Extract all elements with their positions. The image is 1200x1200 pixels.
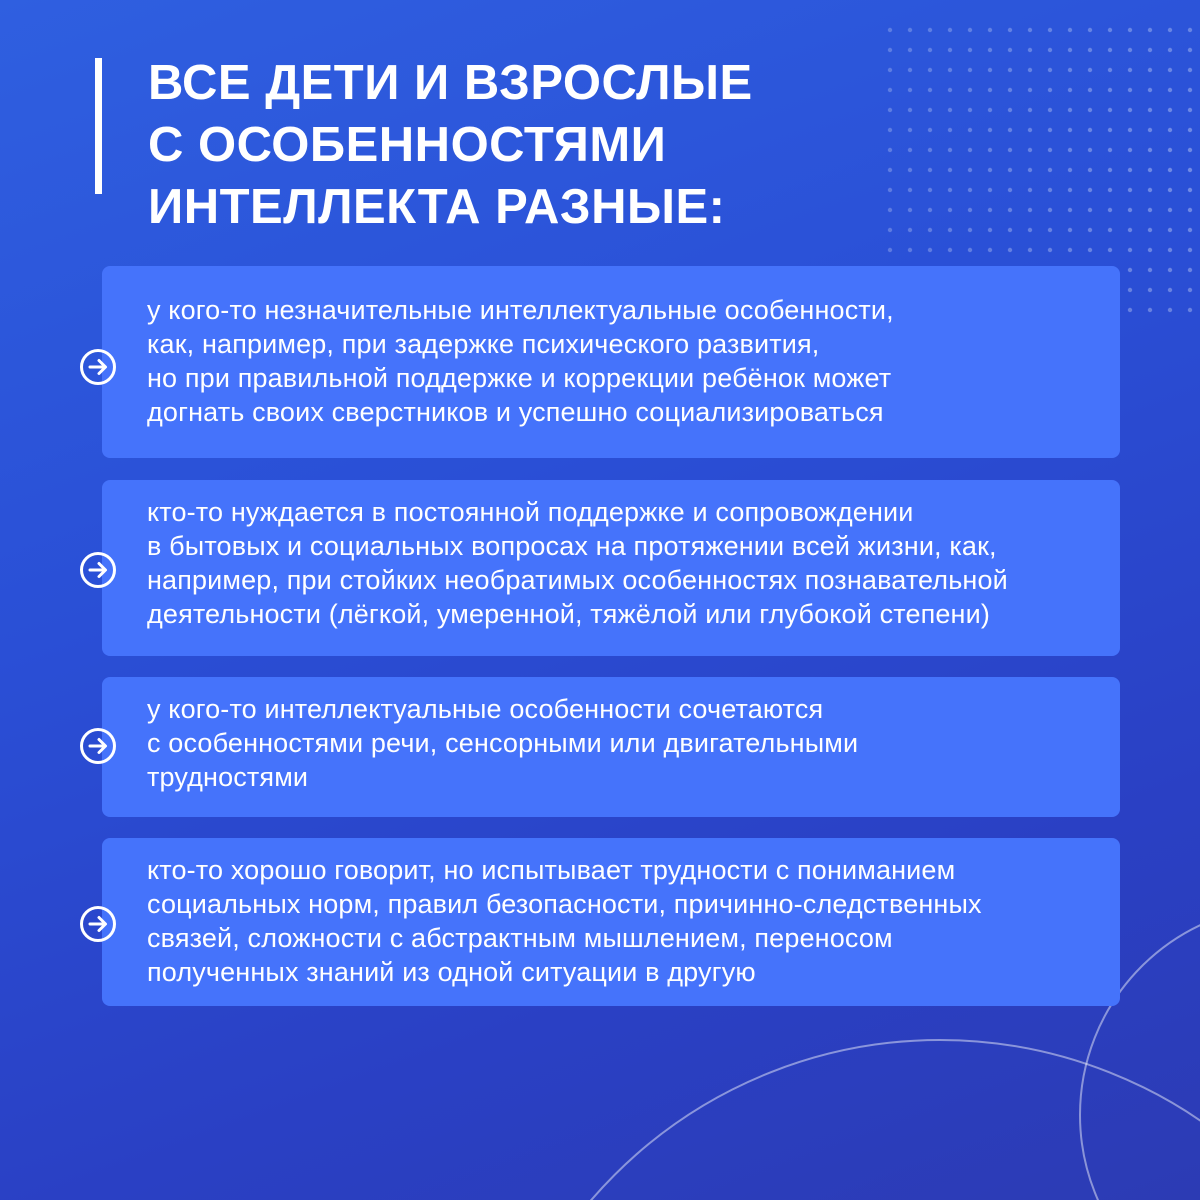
card-line: деятельности (лёгкой, умеренной, тяжёлой или глубокой степени) [147,599,990,629]
page-title [148,52,908,238]
decor-ring-large [480,1040,1200,1200]
card-line: связей, сложности с абстрактным мышлением, переносом [147,923,893,953]
card-line: в бытовых и социальных вопросах на протяжении всей жизни, как, [147,531,997,561]
arrow-right-circle-icon [79,348,117,386]
info-card-4 [102,838,1120,1006]
arrow-right-circle-icon [79,551,117,589]
card-line: кто-то нуждается в постоянной поддержке и сопровождении [147,497,914,527]
card-text [147,692,1120,794]
card-line: но при правильной поддержке и коррекции ребёнок может [147,363,892,393]
card-line: как, например, при задержке психического развития, [147,329,820,359]
card-line: с особенностями речи, сенсорными или двигательными [147,728,859,758]
info-card-2 [102,480,1120,656]
card-line: социальных норм, правил безопасности, причинно-следственных [147,889,982,919]
arrow-right-circle-icon [79,727,117,765]
arrow-right-circle-icon [79,905,117,943]
card-line: трудностями [147,762,309,792]
card-line: полученных знаний из одной ситуации в другую [147,957,756,987]
card-line: у кого-то интеллектуальные особенности сочетаются [147,694,824,724]
card-line: у кого-то незначительные интеллектуальные особенности, [147,295,894,325]
card-text [147,853,1120,989]
card-text [147,293,1120,429]
card-text [147,495,1120,631]
title-accent-bar [95,58,102,194]
card-line: кто-то хорошо говорит, но испытывает трудности с пониманием [147,855,956,885]
info-card-1 [102,266,1120,458]
title-line: ВСЕ ДЕТИ И ВЗРОСЛЫЕ [148,56,753,110]
card-line: догнать своих сверстников и успешно социализироваться [147,397,884,427]
info-card-3 [102,677,1120,817]
title-line: С ОСОБЕННОСТЯМИ [148,118,667,172]
card-line: например, при стойких необратимых особенностях познавательной [147,565,1008,595]
title-line: ИНТЕЛЛЕКТА РАЗНЫЕ: [148,180,726,234]
